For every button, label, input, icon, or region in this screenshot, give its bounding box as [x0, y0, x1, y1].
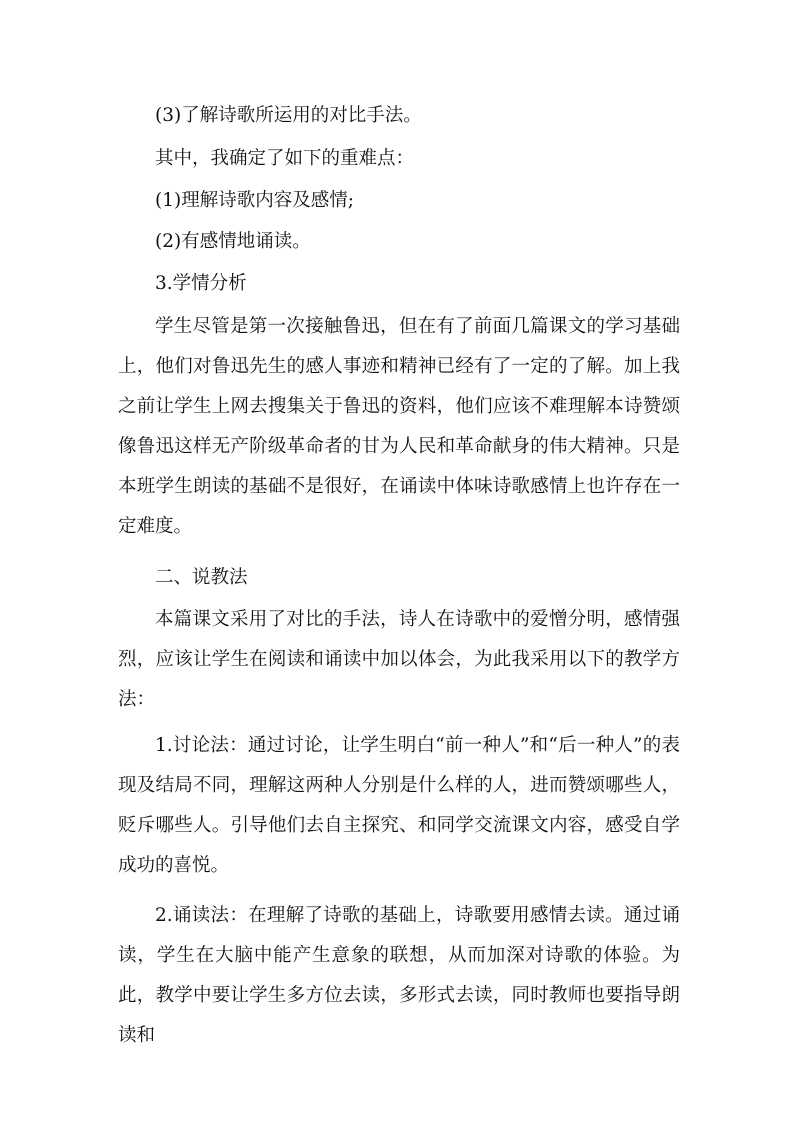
paragraph-key-points-intro: 其中，我确定了如下的重难点： — [155, 148, 415, 169]
paragraph-key-point-1: (1)理解诗歌内容及感情; — [155, 190, 354, 211]
paragraph-objective-3: (3)了解诗歌所运用的对比手法。 — [155, 105, 422, 126]
section-heading-teaching-methods: 二、说教法 — [155, 567, 248, 588]
paragraph-student-analysis: 学生尽管是第一次接触鲁迅，但在有了前面几篇课文的学习基础上，他们对鲁迅先生的感人事迹和精神已经有了一定的了解。加上我之前让学生上网去搜集关于鲁迅的资料，他们应该不难理解本诗赞颂像鲁迅这样无产阶级革命者的甘为人民和革命献身的伟大精神。只是本班学生朗读的基础不是很好，在诵读中体味诗歌感情上也许存在一定难度。 — [118, 316, 680, 537]
document-page — [118, 0, 680, 1123]
section-heading-student-analysis: 3.学情分析 — [155, 273, 247, 294]
paragraph-teaching-methods-intro: 本篇课文采用了对比的手法，诗人在诗歌中的爱憎分明，感情强烈，应该让学生在阅读和诵读中加以体会，为此我采用以下的教学方法： — [118, 609, 680, 710]
paragraph-method-discussion: 1.讨论法：通过讨论，让学生明白“前一种人”和“后一种人”的表现及结局不同，理解这两种人分别是什么样的人，进而赞颂哪些人，贬斥哪些人。引导他们去自主探究、和同学交流课文内容，感受自学成功的喜悦。 — [118, 735, 680, 876]
paragraph-method-recitation: 2.诵读法：在理解了诗歌的基础上，诗歌要用感情去读。通过诵读，学生在大脑中能产生意象的联想，从而加深对诗歌的体验。为此，教学中要让学生多方位去读，多形式去读，同时教师也要指导朗读和 — [118, 905, 680, 1046]
paragraph-key-point-2: (2)有感情地诵读。 — [155, 231, 311, 252]
